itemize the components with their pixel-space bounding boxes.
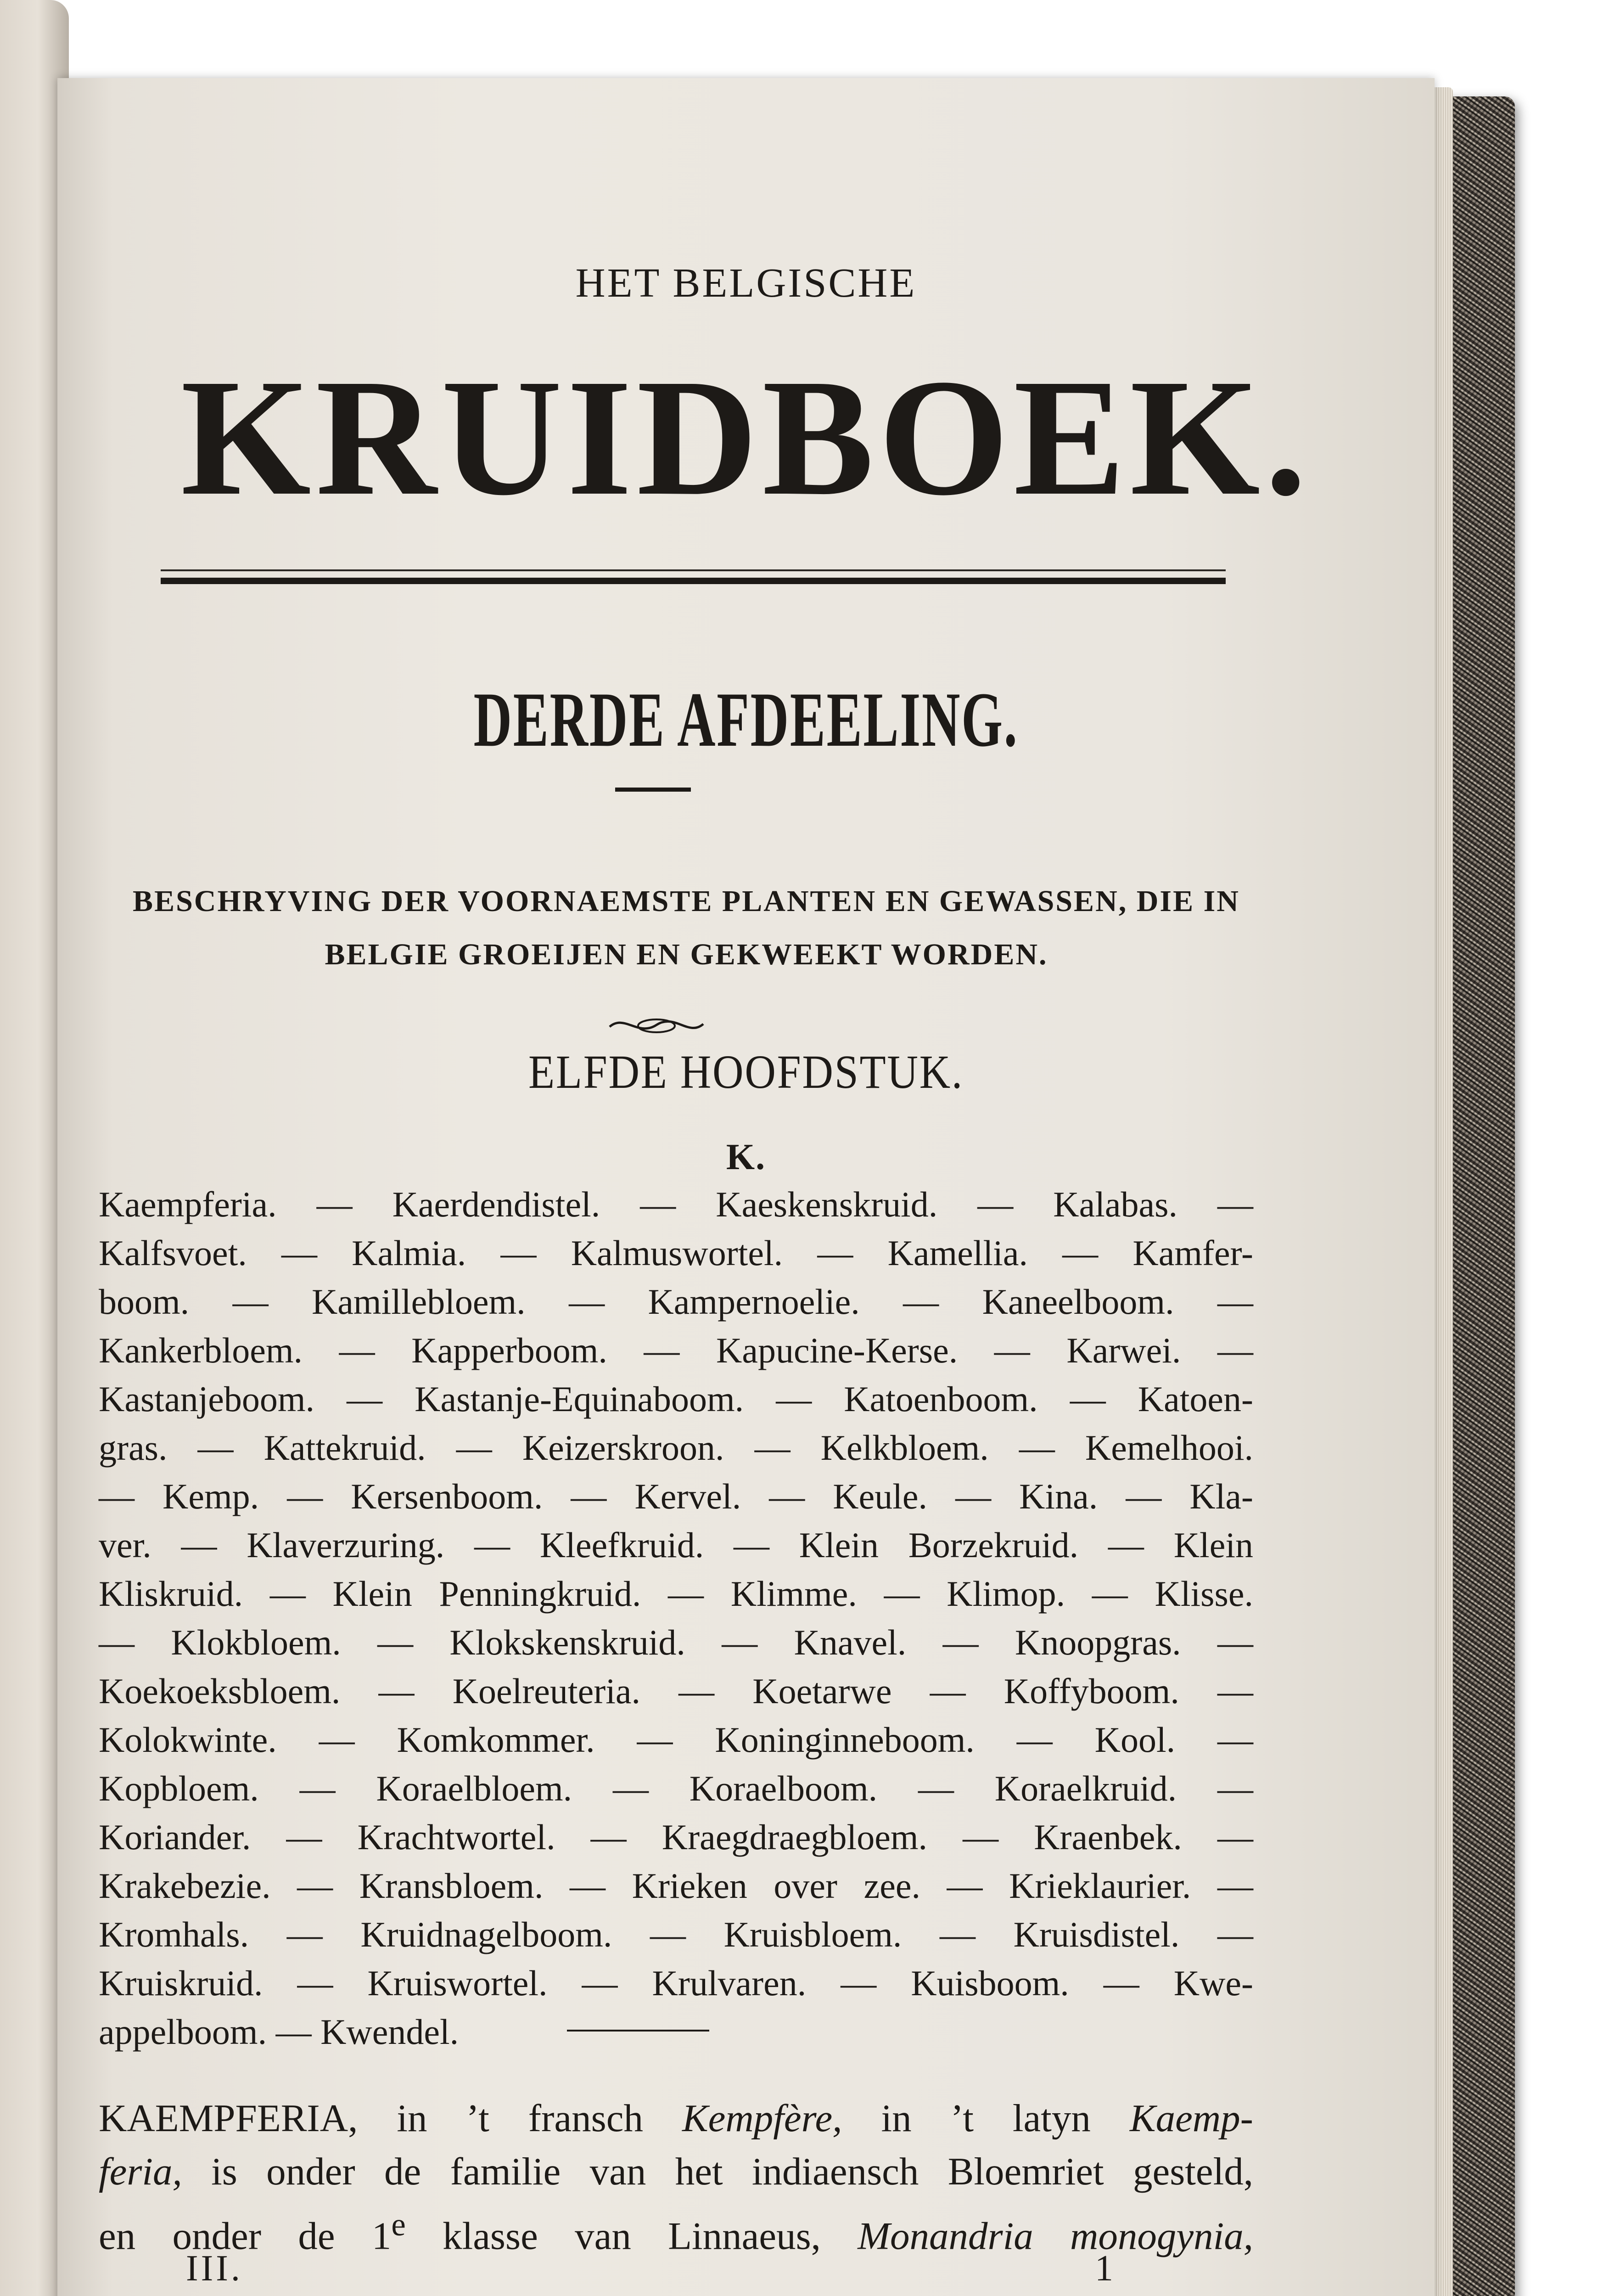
- plant-index-list: [99, 1180, 1253, 2056]
- chapter-heading: ELFDE HOOFDSTUK.: [528, 1046, 964, 1098]
- index-line: Koriander. — Krachtwortel. — Kraegdraegbloem. — Kraenbek. —: [99, 1817, 1253, 1857]
- subtitle-line: BELGIE GROEIJEN EN GEKWEEKT WORDEN.: [325, 938, 1048, 971]
- entry-paragraph: [99, 2092, 1253, 2262]
- index-line: gras. — Kattekruid. — Keizerskroon. — Kelkbloem. — Kemelhooi.: [99, 1428, 1253, 1468]
- page-number: 1: [1095, 2248, 1113, 2289]
- subtitle: [117, 875, 1256, 981]
- index-line: — Kemp. — Kersenboom. — Kervel. — Keule. — Kina. — Kla-: [99, 1476, 1253, 1516]
- index-line: Kliskruid. — Klein Penningkruid. — Klimme. — Klimop. — Klisse.: [99, 1574, 1253, 1614]
- index-line: Krakebezie. — Kransbloem. — Krieken over zee. — Krieklaurier. —: [99, 1866, 1253, 1906]
- section-rule: [615, 788, 691, 792]
- index-line: Kruiskruid. — Kruiswortel. — Krulvaren. — Kuisboom. — Kwe-: [99, 1963, 1253, 2003]
- index-line: appelboom. — Kwendel.: [99, 2012, 459, 2052]
- index-line: ver. — Klaverzuring. — Kleefkruid. — Klein Borzekruid. — Klein: [99, 1525, 1253, 1565]
- index-line: Kolokwinte. — Komkommer. — Koninginneboom. — Kool. —: [99, 1720, 1253, 1760]
- index-line: Kaempferia. — Kaerdendistel. — Kaeskenskruid. — Kalabas. —: [99, 1184, 1253, 1224]
- divider-rule: [567, 2030, 709, 2032]
- pre-title: HET BELGISCHE: [575, 260, 917, 306]
- book-page: [57, 78, 1435, 2296]
- index-line: Kopbloem. — Koraelbloem. — Koraelboom. — Koraelkruid. —: [99, 1768, 1253, 1808]
- paragraph-line: KAEMPFERIA, in ’t fransch Kempfère, in ’t latyn Kaemp-: [99, 2097, 1253, 2140]
- flourish-ornament-icon: [606, 1009, 707, 1041]
- signature-mark: III.: [186, 2248, 243, 2289]
- letter-heading: K.: [726, 1137, 766, 1177]
- subtitle-line: BESCHRYVING DER VOORNAEMSTE PLANTEN EN GEWASSEN, DIE IN: [133, 884, 1240, 918]
- paragraph-line: feria, is onder de familie van het indiaensch Bloemriet gesteld,: [99, 2150, 1253, 2193]
- paragraph-line: en onder de 1e klasse van Linnaeus, Monandria monogynia,: [99, 2207, 1253, 2258]
- index-line: boom. — Kamillebloem. — Kampernoelie. — Kaneelboom. —: [99, 1282, 1253, 1322]
- index-line: Kromhals. — Kruidnagelboom. — Kruisbloem. — Kruisdistel. —: [99, 1914, 1253, 1954]
- index-line: Kankerbloem. — Kapperboom. — Kapucine-Kerse. — Karwei. —: [99, 1330, 1253, 1370]
- index-line: — Klokbloem. — Klokskenskruid. — Knavel. — Knoopgras. —: [99, 1622, 1253, 1662]
- page-title: KRUIDBOEK.: [180, 344, 1312, 530]
- index-line: Koekoeksbloem. — Koelreuteria. — Koetarwe — Koffyboom. —: [99, 1671, 1253, 1711]
- index-line: Kalfsvoet. — Kalmia. — Kalmuswortel. — Kamellia. — Kamfer-: [99, 1233, 1253, 1273]
- index-line: Kastanjeboom. — Kastanje-Equinaboom. — Katoenboom. — Katoen-: [99, 1379, 1253, 1419]
- title-double-rule: [161, 569, 1226, 584]
- section-heading: DERDE AFDEELING.: [473, 676, 1019, 763]
